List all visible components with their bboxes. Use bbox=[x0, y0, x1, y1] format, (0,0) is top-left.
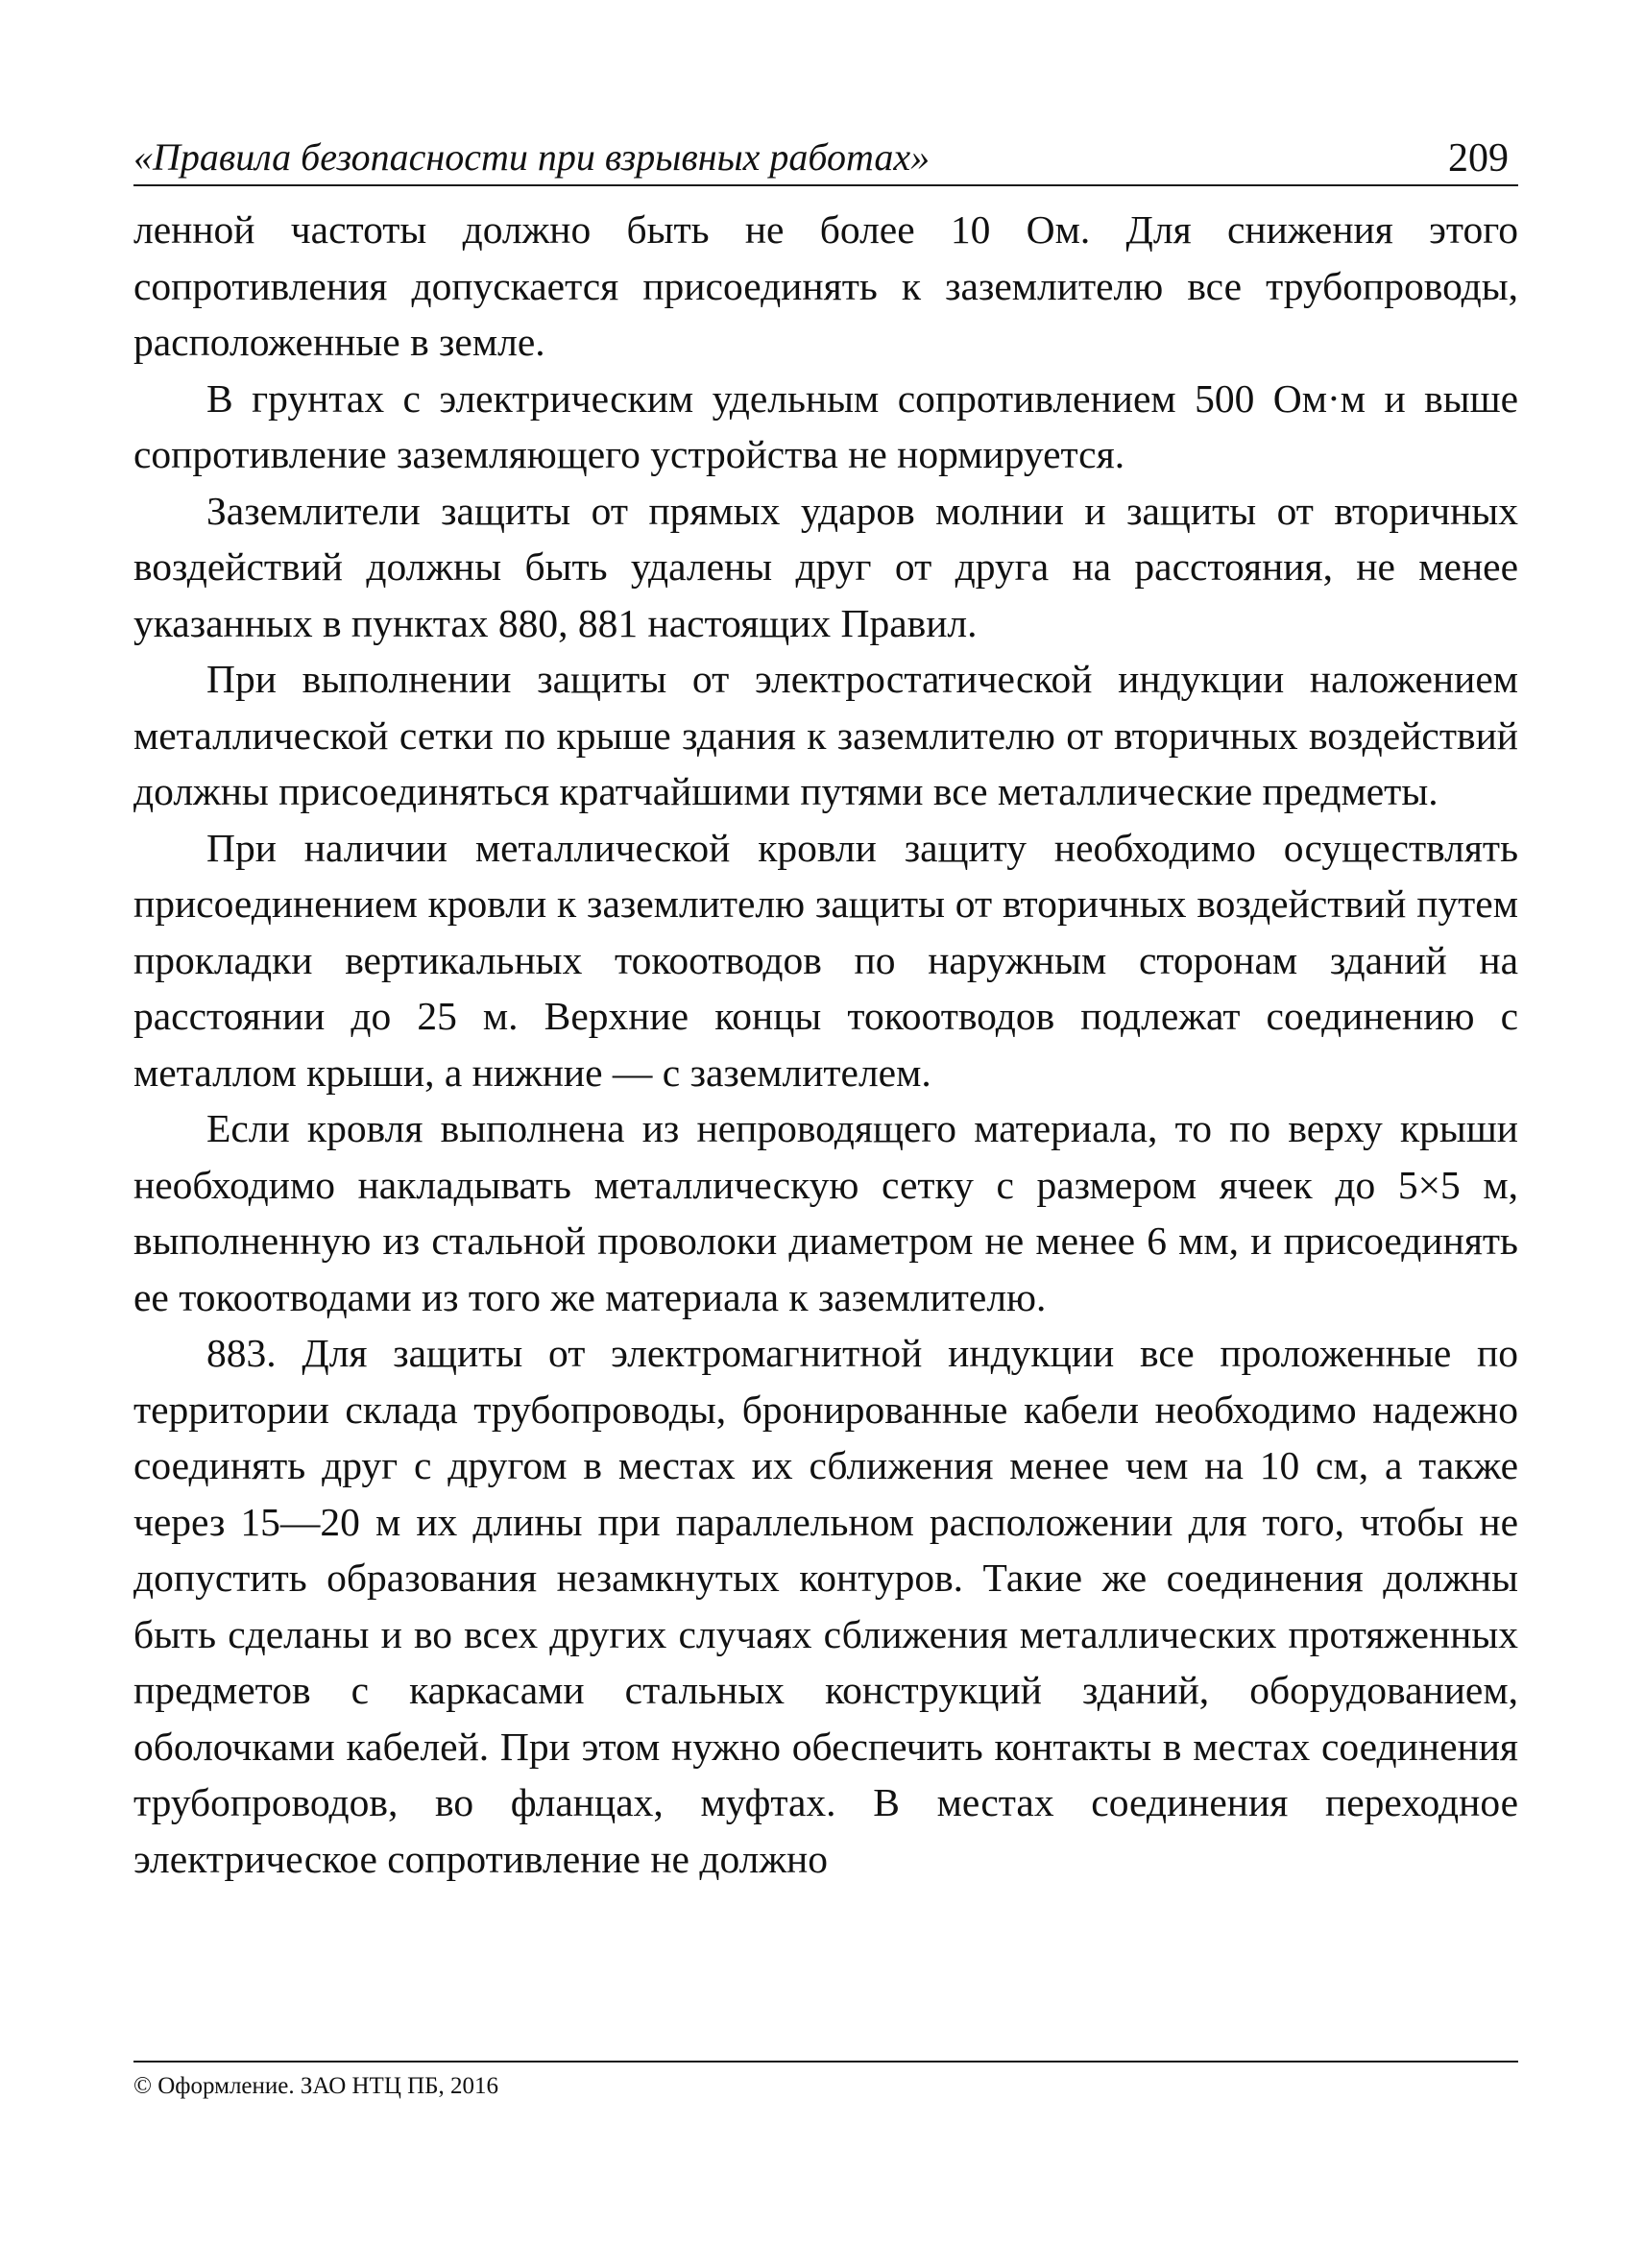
footer-divider bbox=[133, 2061, 1518, 2063]
paragraph-earthing-distance: Заземлители защиты от прямых ударов молнии и защиты от вторичных воздействий должны быть удалены друг от друга на расстояния, не менее указанных в пунктах 880, 881 настоящих Правил. bbox=[133, 488, 1518, 645]
paragraph-electrostatic-induction: При выполнении защиты от электростатической индукции наложением металлической сетки по крыше здания к заземлителю от вторичных воздействий должны присоединяться кратчайшими путями все металлические предметы. bbox=[133, 657, 1518, 813]
paragraph-883: 883. Для защиты от электромагнитной индукции все проложенные по территории склада трубопроводы, бронированные кабели необходимо надежно соединять друг с другом в местах их сближения менее чем на 10 см, а также через 15—20 м их длины при параллельном расположении для того, чтобы не допустить образования незамкнутых контуров. Такие же соединения должны быть сделаны и во всех других случаях сближения металлических протяженных предметов с каркасами стальных конструкций зданий, оборудованием, оболочками кабелей. При этом нужно обеспечить контакты в местах соединения трубопроводов, во фланцах, муфтах. В местах соединения переходное электрическое сопротивление не должно bbox=[133, 1331, 1518, 1881]
paragraph-continuation: ленной частоты должно быть не более 10 Ом. Для снижения этого сопротивления допускается присоединять к заземлителю все трубопроводы, расположенные в земле. bbox=[133, 207, 1518, 364]
paragraph-nonconductive-roof: Если кровля выполнена из непроводящего материала, то по верху крыши необходимо накладывать металлическую сетку с размером ячеек до 5×5 м, выполненную из стальной проволоки диаметром не менее 6 мм, и присоединять ее токоотводами из того же материала к заземлителю. bbox=[133, 1106, 1518, 1319]
paragraph-soil-resistance: В грунтах с электрическим удельным сопротивлением 500 Ом·м и выше сопротивление заземляющего устройства не нормируется. bbox=[133, 375, 1518, 476]
header-title: «Правила безопасности при взрывных работах» bbox=[133, 135, 931, 179]
running-header bbox=[133, 123, 1518, 186]
body-text bbox=[133, 202, 1518, 1887]
footer-copyright: © Оформление. ЗАО НТЦ ПБ, 2016 bbox=[133, 2073, 499, 2099]
page-number: 209 bbox=[1448, 136, 1509, 181]
paragraph-metal-roof: При наличии металлической кровли защиту необходимо осуществлять присоединением кровли к заземлителю защиты от вторичных воздействий путем прокладки вертикальных токоотводов по наружным сторонам зданий на расстоянии до 25 м. Верхние концы токоотводов подлежат соединению с металлом крыши, а нижние — с заземлителем. bbox=[133, 825, 1518, 1095]
